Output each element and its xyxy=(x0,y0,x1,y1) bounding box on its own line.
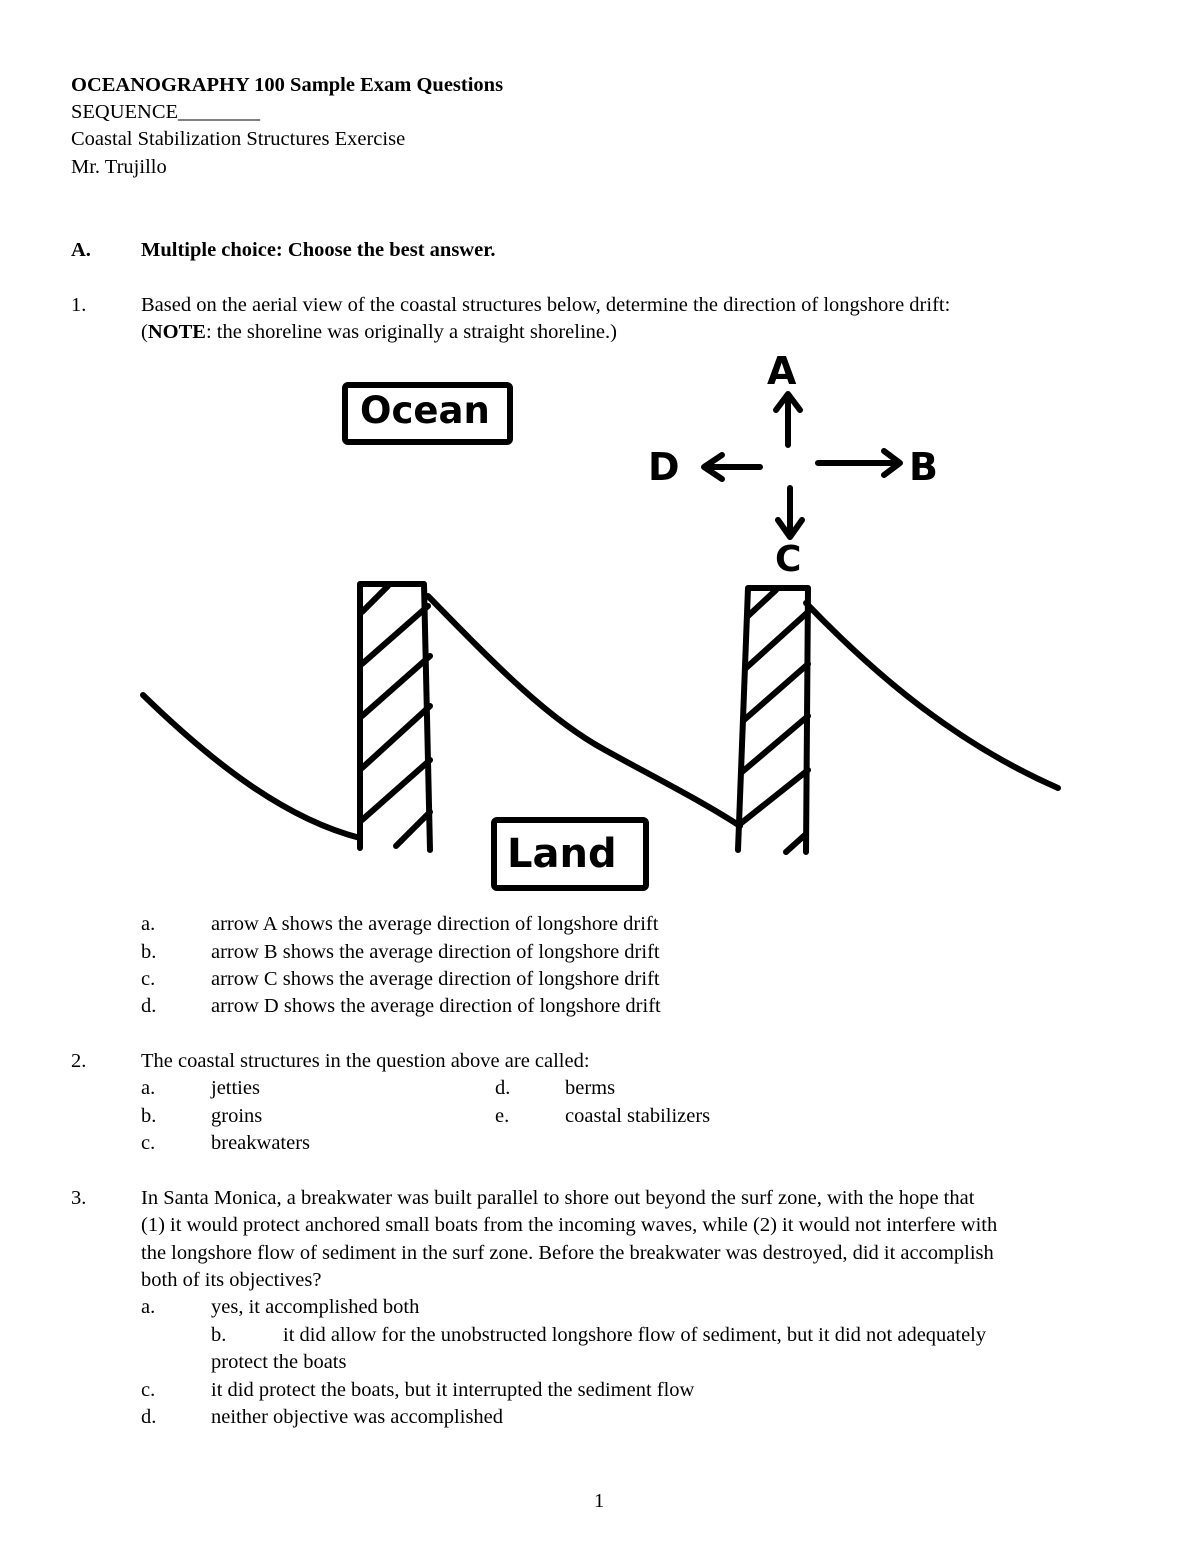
section-heading: Multiple choice: Choose the best answer. xyxy=(141,239,496,261)
question-3-line-1: In Santa Monica, a breakwater was built parallel to shore out beyond the surf zone, with the hope that xyxy=(141,1187,975,1209)
q2-option-a-letter: a. xyxy=(141,1077,156,1099)
q1-option-d-letter: d. xyxy=(141,995,157,1017)
shoreline-right xyxy=(806,603,1058,788)
q1-option-b-text: arrow B shows the average direction of longshore drift xyxy=(211,941,660,963)
q2-option-b-letter: b. xyxy=(141,1105,157,1127)
arrow-label-a: A xyxy=(767,349,797,393)
shoreline-middle xyxy=(428,596,740,826)
groin-right-hatching xyxy=(740,590,808,852)
q1-option-a-text: arrow A shows the average direction of longshore drift xyxy=(211,913,659,935)
q3-option-d-letter: d. xyxy=(141,1406,157,1428)
question-1-number: 1. xyxy=(71,294,87,316)
q2-option-d-letter: d. xyxy=(495,1077,511,1099)
shoreline-left xyxy=(143,695,360,838)
section-letter: A. xyxy=(71,239,91,261)
arrow-right-icon xyxy=(818,451,900,475)
sequence-field: SEQUENCE________ xyxy=(71,101,261,123)
q3-option-a-text: yes, it accomplished both xyxy=(211,1296,420,1318)
question-2-prompt: The coastal structures in the question above are called: xyxy=(141,1050,590,1072)
q3-option-b-text: it did allow for the unobstructed longshore flow of sediment, but it did not adequately xyxy=(283,1324,987,1346)
q3-option-a-letter: a. xyxy=(141,1296,156,1318)
q1-option-c-letter: c. xyxy=(141,968,156,990)
arrow-label-c: C xyxy=(775,539,802,580)
q3-option-d-text: neither objective was accomplished xyxy=(211,1406,504,1428)
q2-option-e-text: coastal stabilizers xyxy=(565,1105,711,1127)
arrow-down-icon xyxy=(778,488,802,537)
q2-option-b-text: groins xyxy=(211,1105,263,1127)
land-label: Land xyxy=(507,831,617,877)
arrow-left-icon xyxy=(704,455,760,479)
q2-option-a-text: jetties xyxy=(211,1077,260,1099)
q2-option-e-letter: e. xyxy=(495,1105,510,1127)
question-2-number: 2. xyxy=(71,1050,87,1072)
exercise-title: Coastal Stabilization Structures Exercise xyxy=(71,128,406,150)
q3-option-b-continued: protect the boats xyxy=(211,1351,347,1373)
instructor-name: Mr. Trujillo xyxy=(71,156,167,178)
q1-option-b-letter: b. xyxy=(141,941,157,963)
arrow-label-d: D xyxy=(648,445,680,489)
question-1-note: (NOTE: the shoreline was originally a straight shoreline.) xyxy=(141,321,617,343)
page-number: 1 xyxy=(594,1490,605,1512)
q3-option-c-text: it did protect the boats, but it interrupted the sediment flow xyxy=(211,1379,695,1401)
q2-option-c-text: breakwaters xyxy=(211,1132,311,1154)
q3-option-c-letter: c. xyxy=(141,1379,156,1401)
question-1-prompt: Based on the aerial view of the coastal structures below, determine the direction of longshore drift: xyxy=(141,294,951,316)
question-3-line-2: (1) it would protect anchored small boats from the incoming waves, while (2) it would not interfere with xyxy=(141,1214,998,1236)
q1-option-d-text: arrow D shows the average direction of longshore drift xyxy=(211,995,661,1017)
arrow-label-b: B xyxy=(909,445,938,489)
question-3-line-3: the longshore flow of sediment in the surf zone. Before the breakwater was destroyed, did it accomplish xyxy=(141,1242,994,1264)
question-3-number: 3. xyxy=(71,1187,87,1209)
question-3-line-4: both of its objectives? xyxy=(141,1269,322,1291)
q1-option-a-letter: a. xyxy=(141,913,156,935)
note-label: NOTE xyxy=(147,321,206,343)
arrow-up-icon xyxy=(776,394,800,445)
q3-option-b-letter: b. xyxy=(211,1324,227,1346)
q2-option-d-text: berms xyxy=(565,1077,616,1099)
q1-option-c-text: arrow C shows the average direction of longshore drift xyxy=(211,968,660,990)
ocean-label: Ocean xyxy=(360,389,490,432)
q2-option-c-letter: c. xyxy=(141,1132,156,1154)
groin-left-hatching xyxy=(362,586,430,846)
exam-title: OCEANOGRAPHY 100 Sample Exam Questions xyxy=(71,74,504,96)
